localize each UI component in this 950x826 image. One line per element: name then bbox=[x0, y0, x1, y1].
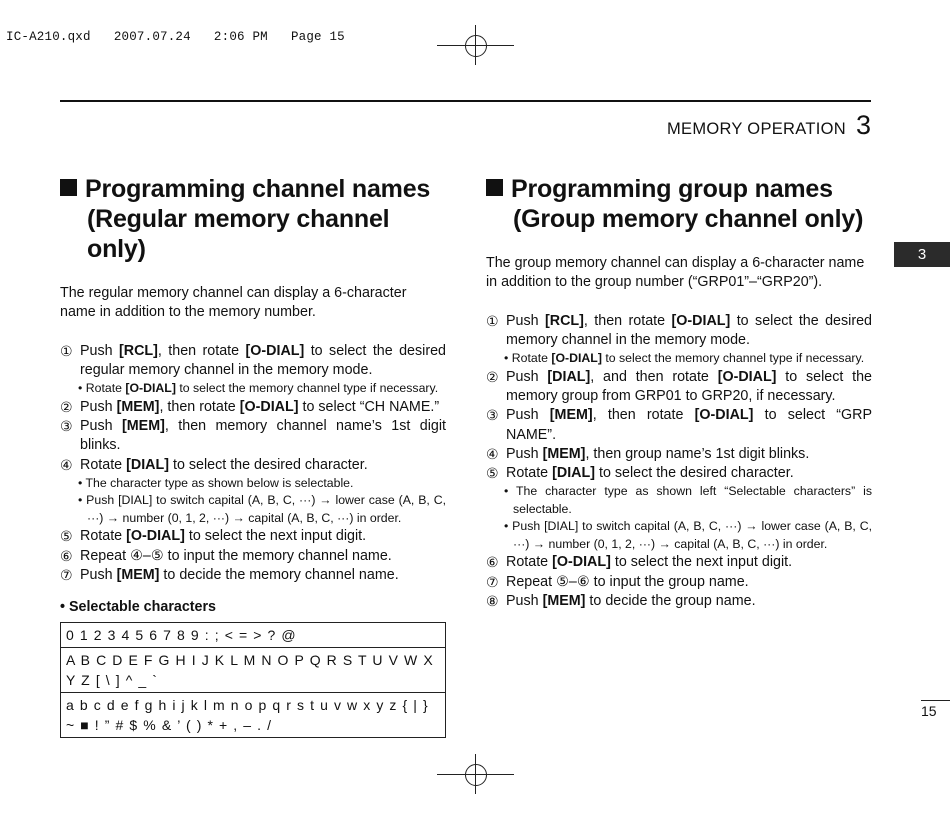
list-item: ⑦ Repeat ⑤–⑥ to input the group name. bbox=[486, 573, 749, 590]
page-number: 15 bbox=[921, 703, 937, 719]
list-item: ③ Push [MEM], then rotate [O-DIAL] to select “GRP NAME”. bbox=[486, 407, 873, 443]
channel-names-heading: Programming channel names (Regular memory channel only) bbox=[60, 174, 446, 264]
registration-mark-bottom bbox=[437, 754, 514, 794]
list-note: • Rotate [O-DIAL] to select the memory channel type if necessary. bbox=[78, 381, 439, 396]
list-item: ⑤ Rotate [DIAL] to select the desired character. bbox=[486, 465, 794, 482]
channel-names-section bbox=[60, 174, 446, 738]
group-names-section bbox=[486, 174, 872, 611]
list-item: ⑤ Rotate [O-DIAL] to select the next input digit. bbox=[60, 528, 367, 545]
list-item: ② Push [DIAL], and then rotate [O-DIAL] to select the memory group from GRP01 to GRP20, if necessary. bbox=[486, 368, 872, 404]
table-row: 0 1 2 3 4 5 6 7 8 9 : ; < = > ? @ bbox=[66, 626, 297, 643]
section-header bbox=[667, 110, 871, 141]
section-title: MEMORY OPERATION bbox=[666, 120, 846, 138]
list-note: • The character type as shown below is selectable. bbox=[78, 475, 354, 490]
list-note: • Push [DIAL] to switch capital (A, B, C, ···) → lower case (A, B, C, ···) → number (0, 1, 2, ···) → capital (A, B, C, ···) in order. bbox=[78, 493, 446, 525]
list-item: ⑥ Rotate [O-DIAL] to select the next input digit. bbox=[486, 554, 793, 571]
list-item: ④ Push [MEM], then group name’s 1st digit blinks. bbox=[486, 445, 810, 462]
list-item: ① Push [RCL], then rotate [O-DIAL] to select the desired memory channel in the memory mode. bbox=[486, 312, 872, 348]
header-rule bbox=[60, 100, 871, 102]
list-item: ⑥ Repeat ④–⑤ to input the memory channel name. bbox=[60, 547, 392, 564]
group-names-heading: Programming group names (Group memory channel only) bbox=[486, 174, 872, 234]
list-note: • Rotate [O-DIAL] to select the memory channel type if necessary. bbox=[504, 351, 865, 366]
black-square-icon bbox=[60, 179, 77, 196]
list-note: • Push [DIAL] to switch capital (A, B, C, ···) → lower case (A, B, C, ···) → number (0, 1, 2, ···) → capital (A, B, C, ···) in order. bbox=[504, 519, 872, 551]
registration-mark-top bbox=[437, 25, 514, 65]
selectable-characters-table bbox=[60, 622, 446, 738]
selectable-characters-heading: • Selectable characters bbox=[60, 599, 217, 616]
list-item: ③ Push [MEM], then memory channel name’s 1st digit blinks. bbox=[60, 417, 446, 454]
list-item: ⑧ Push [MEM] to decide the group name. bbox=[486, 593, 756, 610]
list-item: ④ Rotate [DIAL] to select the desired character. bbox=[60, 456, 368, 473]
group-names-intro: The group memory channel can display a 6-character name in addition to the group number (“GRP01”–“GRP20”). bbox=[486, 255, 865, 291]
list-item: ② Push [MEM], then rotate [O-DIAL] to select “CH NAME.” bbox=[60, 398, 440, 415]
list-item: ⑦ Push [MEM] to decide the memory channel name. bbox=[60, 566, 399, 583]
table-row: A B C D E F G H I J K L M N O P Q R S T U V W X Y Z [ \ ] ^ _ ` bbox=[61, 647, 445, 692]
list-note: • The character type as shown left “Selectable characters” is selectable. bbox=[504, 484, 872, 516]
section-number: 3 bbox=[855, 110, 871, 140]
chapter-tab: 3 bbox=[894, 242, 950, 267]
page-number-rule bbox=[921, 700, 950, 701]
channel-names-intro: The regular memory channel can display a 6-character name in addition to the memory number. bbox=[60, 285, 407, 321]
print-slug: IC-A210.qxd 2007.07.24 2:06 PM Page 15 bbox=[6, 30, 345, 44]
list-item: ① Push [RCL], then rotate [O-DIAL] to select the desired regular memory channel in the memory mode. bbox=[60, 342, 446, 378]
black-square-icon bbox=[486, 179, 503, 196]
table-row: a b c d e f g h i j k l m n o p q r s t u v w x y z { | } ~ ■ ! ” # $ % & ’ ( ) * + , – . / bbox=[61, 692, 445, 737]
